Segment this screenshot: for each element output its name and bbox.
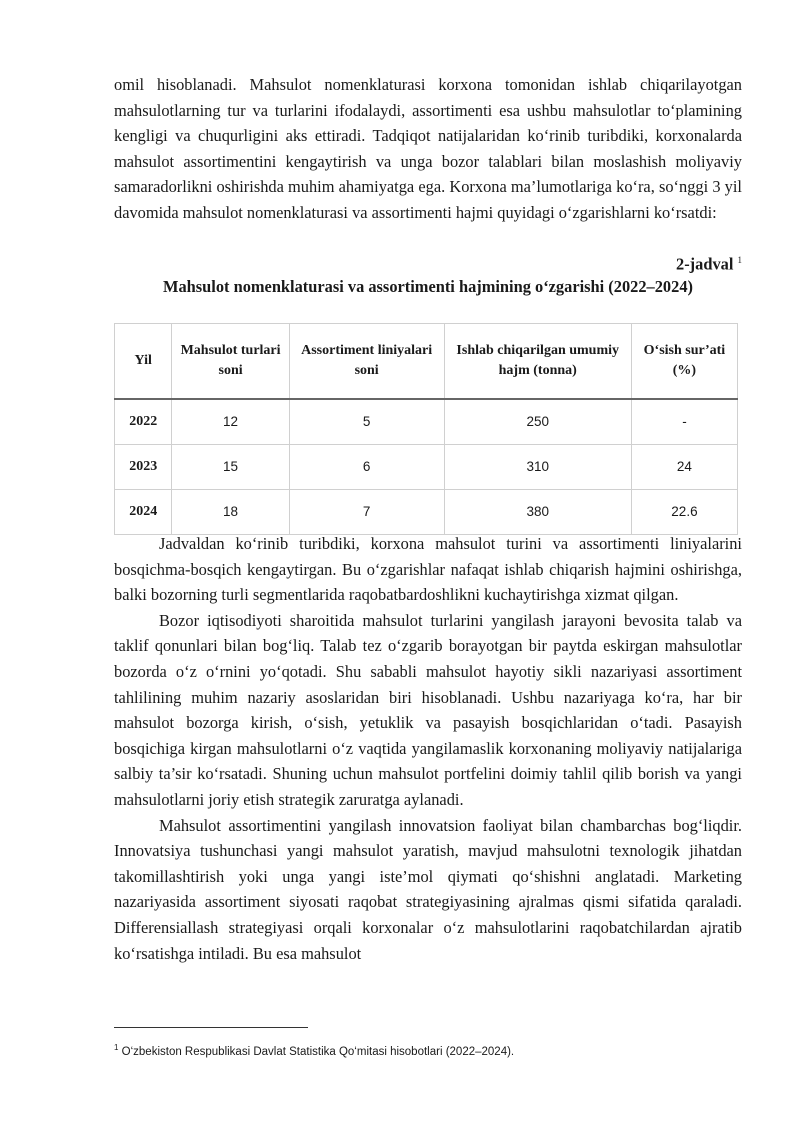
intro-paragraph-block [114, 72, 742, 226]
body-text-block [114, 531, 742, 966]
cell-product-types: 15 [172, 445, 289, 490]
cell-production-volume: 310 [444, 445, 631, 490]
cell-growth-rate: 22.6 [631, 490, 737, 535]
header-assortment-lines: Assortiment liniyalari soni [289, 324, 444, 400]
header-product-types: Mahsulot turlari soni [172, 324, 289, 400]
cell-year: 2024 [115, 490, 172, 535]
footnote-separator [114, 1027, 308, 1028]
cell-assortment-lines: 5 [289, 399, 444, 445]
cell-production-volume: 380 [444, 490, 631, 535]
header-production-volume: Ishlab chiqarilgan umumiy hajm (tonna) [444, 324, 631, 400]
table-header-row [115, 324, 738, 400]
footnote-mark: 1 [114, 1043, 119, 1052]
body-paragraph-1: Jadvaldan ko‘rinib turibdiki, korxona mahsulot turini va assortimenti liniyalarini bosqichma-bosqich kengaytirgan. Bu o‘zgarishlar nafaqat ishlab chiqarish hajmini oshirishga, balki bozorning turli segmentlarida raqobatbardoshlikni kuchaytirishga xizmat qilgan. [114, 534, 742, 605]
cell-product-types: 18 [172, 490, 289, 535]
table-row [115, 399, 738, 445]
table-row [115, 445, 738, 490]
cell-assortment-lines: 6 [289, 445, 444, 490]
table-title: Mahsulot nomenklaturasi va assortimenti hajmining o‘zgarishi (2022–2024) [163, 277, 693, 296]
table-footnote-mark: 1 [737, 255, 742, 265]
table-row [115, 490, 738, 535]
cell-product-types: 12 [172, 399, 289, 445]
cell-production-volume: 250 [444, 399, 631, 445]
footnote [114, 1040, 742, 1060]
body-paragraph-3: Mahsulot assortimentini yangilash innovatsion faoliyat bilan chambarchas bog‘liqdir. Innovatsiya tushunchasi yangi mahsulot yaratish, mavjud mahsulotni texnologik jihatdan takomillashtirish yoki unga yangi iste’mol qiymati qo‘shishni anglatadi. Marketing nazariyasida assortiment siyosati raqobat strategiyasining ajralmas qismi sifatida qaraladi. Differensiallash strategiyasi orqali korxonalar o‘z mahsulotlarini raqobatchilardan ajratib ko‘rsatishga intiladi. Bu esa mahsulot [114, 815, 742, 963]
data-table [114, 323, 738, 535]
table-number [676, 249, 742, 275]
cell-growth-rate: - [631, 399, 737, 445]
body-paragraph-2: Bozor iqtisodiyoti sharoitida mahsulot turlarini yangilash jarayoni bevosita talab va taklif qonunlari bilan bog‘liq. Talab tez o‘zgarib borayotgan bir paytda eskirgan mahsulotlar bozorda o‘z o‘rnini yo‘qotadi. Shu sababli mahsulot hayotiy sikli nazariyasi assortiment tahlilining muhim nazariy asoslaridan biri hisoblanadi. Ushbu nazariyaga ko‘ra, har bir mahsulot bozorga kirish, o‘sish, yetuklik va pasayish bosqichlaridan o‘tadi. Pasayish bosqichiga kirgan mahsulotlarni o‘z vaqtida yangilamaslik korxonaning moliyaviy natijalariga salbiy ta’sir ko‘rsatadi. Shuning uchun mahsulot portfelini doimiy tahlil qilib borish va yangi mahsulotlarni joriy etish strategik zaruratga aylanadi. [114, 610, 742, 809]
cell-year: 2022 [115, 399, 172, 445]
cell-year: 2023 [115, 445, 172, 490]
footnote-text: O‘zbekiston Respublikasi Davlat Statistika Qo‘mitasi hisobotlari (2022–2024). [118, 1045, 515, 1058]
cell-assortment-lines: 7 [289, 490, 444, 535]
intro-paragraph: omil hisoblanadi. Mahsulot nomenklaturasi korxona tomonidan ishlab chiqarilayotgan mahsulotlarning tur va turlarini ifodalaydi, assortimenti esa ushbu mahsulotlar to‘plamining kengligi va chuqurligini aks ettiradi. Tadqiqot natijalaridan ko‘rinib turibdiki, korxonalarda mahsulot assortimentini kengaytirish va unga bozor talablari bilan moslashish moliyaviy samaradorlikni oshirishda muhim ahamiyatga ega. Korxona ma’lumotlariga ko‘ra, so‘nggi 3 yil davomida mahsulot nomenklaturasi va assortimenti hajmi quyidagi o‘zgarishlarni ko‘rsatdi: [114, 75, 742, 222]
header-year: Yil [115, 324, 172, 400]
table-number-label: 2-jadval [676, 254, 734, 274]
cell-growth-rate: 24 [631, 445, 737, 490]
header-growth-rate: O‘sish sur’ati (%) [631, 324, 737, 400]
